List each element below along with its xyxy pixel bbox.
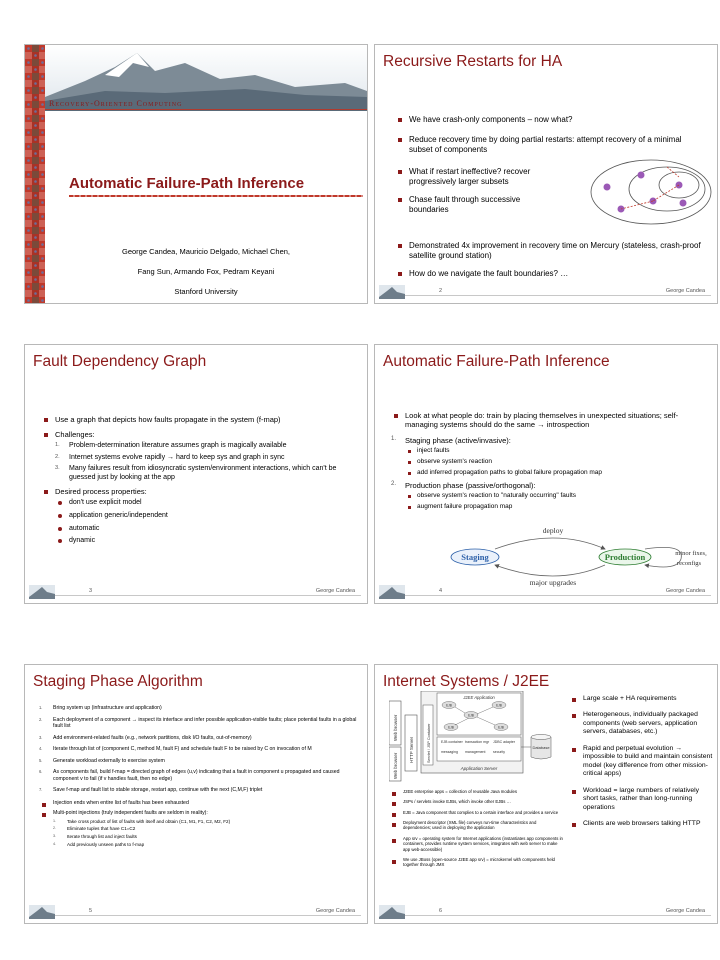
left-bullets [389,789,565,873]
bullet: How do we navigate the fault boundaries? … [395,269,707,279]
slide-title: Fault Dependency Graph [33,353,207,370]
bullet: We use JBoss (open-source J2EE app srv) = microkernel with components held together through JMX [389,857,565,868]
bullet: Reduce recovery time by doing partial restarts: attempt recovery of a minimal subset of components [395,135,707,155]
bullet: Use a graph that depicts how faults propagate in the system (f-map) [41,415,361,424]
management-label: management [465,750,486,754]
ejb-node-label: EJB [446,703,452,708]
bullet: Demonstrated 4x improvement in recovery time on Mercury (stateless, crash-proof satellite ground station) [395,241,707,261]
slide-6 [374,664,718,924]
affiliation: Stanford University [174,287,238,296]
slide-2 [374,44,718,304]
txn-label: transaction mgr [465,740,490,744]
nested-restart-diagram [587,157,715,227]
slide-5 [24,664,368,924]
content [391,411,711,514]
footer-divider [55,915,361,916]
slide-footer [375,279,717,303]
slide-footer [25,579,367,603]
page-number: 2 [439,288,443,294]
slide-footer [375,579,717,603]
bullet: Injection ends when entire list of faults has been exhausted [39,800,359,807]
footer-author: George Candea [665,908,705,914]
step-item: 2. Each deployment of a component → inspect its interface and infer possible application-visible faults; place potential faults in a global fault list [39,716,357,729]
footer-author: George Candea [315,588,355,594]
slide-title: Recursive Restarts for HA [383,53,563,70]
footer-divider [55,595,361,596]
diagram-major-label: major upgrades [529,578,577,587]
servlet-container-label: Servlet / JSP Container [427,723,431,763]
footer-logo-icon [379,285,405,299]
bullet: Chase fault through successive boundaries [395,195,545,215]
bullet: What if restart ineffective? recover progressively larger subsets [395,167,575,187]
database-label: Database [532,745,550,750]
numbered-item: 2. Production phase (passive/orthogonal): observe system's reaction to "naturally occurring" faults augment failure propagation map [391,481,711,512]
sub-item: inject faults [405,447,711,455]
footer-author: George Candea [665,288,705,294]
ejb-container-label: EJB container [441,740,463,744]
phase-cycle-diagram [435,525,715,587]
property-item: don't use explicit model [55,499,361,508]
numbered-item: 2. Internet systems evolve rapidly → hard to keep sys and graph in sync [55,453,285,461]
bullet: Large scale + HA requirements [569,695,715,703]
step-item: 1. Bring system up (infrastructure and application) [39,705,162,711]
content [41,415,361,550]
step-item: 6. As components fail, build f-map = directed graph of edges (u,v) indicating that a fault in component u propagated and caused component v to fail (if v handles fault, then no edge) [39,769,340,782]
ejb-node-label: EJB [448,725,454,730]
sub-item: observe system's reaction to "naturally occurring" faults [405,492,711,500]
http-server-label: HTTP Server [409,736,414,763]
right-bullets [569,695,715,835]
step-item: 7. Save f-map and fault list to stable storage, restart app, continue with the next (C,M,F) triplet [39,787,263,793]
bullet: EJB = Java component that complies to a certain interface and provides a service [389,810,565,815]
security-label: security [493,750,506,754]
footer-divider [405,595,711,596]
footer-author: George Candea [665,588,705,594]
roc-logo-text: Recovery-Oriented Computing [49,99,183,108]
sub-step-item: 3. Iterate through list and inject faults [53,833,137,839]
slide-4 [374,344,718,604]
mosaic-strip [25,45,45,303]
property-item: automatic [55,525,361,534]
messaging-label: messaging [441,750,458,754]
numbered-item: 1. Problem-determination literature assumes graph is magically available [55,441,287,449]
ejb-node-label: EJB [496,703,502,708]
bullet: Rapid and perpetual evolution → impossible to build and maintain consistent model (key difference from other mission-critical apps) [569,745,715,779]
slide-title: Automatic Failure-Path Inference [383,353,610,370]
j2ee-architecture-diagram [389,691,569,783]
slide-1 [24,44,368,304]
production-node: Production [604,552,646,562]
staging-node: Staging [461,552,489,562]
footer-divider [405,915,711,916]
diagram-minor-label: minor fixes, [675,550,707,557]
sub-step-item: 1. Take cross product of list of faults with itself and obtain (C1, M1, F1, C2, M2, F2) [53,818,231,824]
property-item: application generic/independent [55,512,361,521]
page-number: 3 [89,588,93,594]
web-browser-label-2: Web browser [393,752,398,779]
page-number: 4 [439,588,443,594]
diagram-reconfigs-label: reconfigs [676,560,702,567]
content [39,705,359,849]
diagram-deploy-label: deploy [542,526,564,535]
authors-line-1: George Candea, Mauricio Delgado, Michael Chen, [121,247,290,256]
app-server-label: Application Server [460,766,498,771]
slide-footer [25,899,367,923]
bullet: App srv = operating system for Internet applications (instantiates app components in containers, provides runtime system services, integrates with web server to make app web-accessible) [389,836,565,852]
app-label: J2EE Application [463,695,495,700]
bullet: Desired process properties: [41,487,361,496]
ejb-node-label: EJB [468,713,474,718]
sub-step-item: 2. Eliminate tuples that have C1=C2 [53,826,136,832]
property-item: dynamic [55,537,361,546]
title-rule [45,109,367,110]
slide-title: Automatic Failure-Path Inference [69,175,305,192]
bullet: Clients are web browsers talking HTTP [569,820,715,828]
bullet: We have crash-only components – now what? [395,115,707,125]
numbered-item: 3. Many failures result from idiosyncratic system/environment interactions, which can't be guessed just by looking at the app [55,465,337,481]
sub-item: add inferred propagation paths to global failure propagation map [405,469,711,477]
bullet: J2EE enterprise apps = collection of reusable Java modules [389,789,565,794]
bullet: Look at what people do: train by placing themselves in unexpected situations; self-managing systems should do the same → introspection [391,411,711,430]
ejb-node-label: EJB [498,725,504,730]
bullet: Multi-point injections (truly independent faults are seldom in reality): [39,810,359,817]
slide-footer [375,899,717,923]
slide-title: Internet Systems / J2EE [383,673,550,690]
sub-item: observe system's reaction [405,458,711,466]
footer-logo-icon [29,905,55,919]
sub-step-item: 4. Add previously unseen paths to f-map [53,841,145,847]
title-underline [69,195,363,197]
slide-title: Staging Phase Algorithm [33,673,203,690]
footer-logo-icon [29,585,55,599]
slide-3 [24,344,368,604]
footer-divider [405,295,711,296]
footer-logo-icon [379,905,405,919]
footer-logo-icon [379,585,405,599]
page-number: 6 [439,908,443,914]
bullet: Heterogeneous, individually packaged components (web servers, application servers, databases, etc.) [569,711,715,736]
bullet: Workload = large numbers of relatively short tasks, rather than long-running operations [569,787,715,812]
step-item: 5. Generate workload externally to exercise system [39,757,165,764]
numbered-item: 1. Staging phase (active/invasive): inject faults observe system's reaction add inferred propagation paths to global failure propagation map [391,436,711,478]
page-number: 5 [89,908,93,914]
bullet: JSPs / servlets invoke EJBs, which invoke other EJBs … [389,799,565,804]
sub-item: augment failure propagation map [405,503,711,511]
footer-author: George Candea [315,908,355,914]
bullet: Deployment descriptor (XML file) conveys run-time characteristics and dependencies; used in deploying the application [389,820,565,831]
web-browser-label: Web browser [393,714,398,741]
bullet: Challenges: [41,430,361,439]
step-item: 3. Add environment-related faults (e.g., network partitions, disk I/O faults, out-of-memory) [39,734,252,741]
jdbc-label: JDBC adapter [493,740,515,744]
authors-line-2: Fang Sun, Armando Fox, Pedram Keyani [137,267,275,276]
step-item: 4. Iterate through list of (component C, method M, fault F) and schedule fault F to be raised by C on invocation of M [39,746,312,752]
